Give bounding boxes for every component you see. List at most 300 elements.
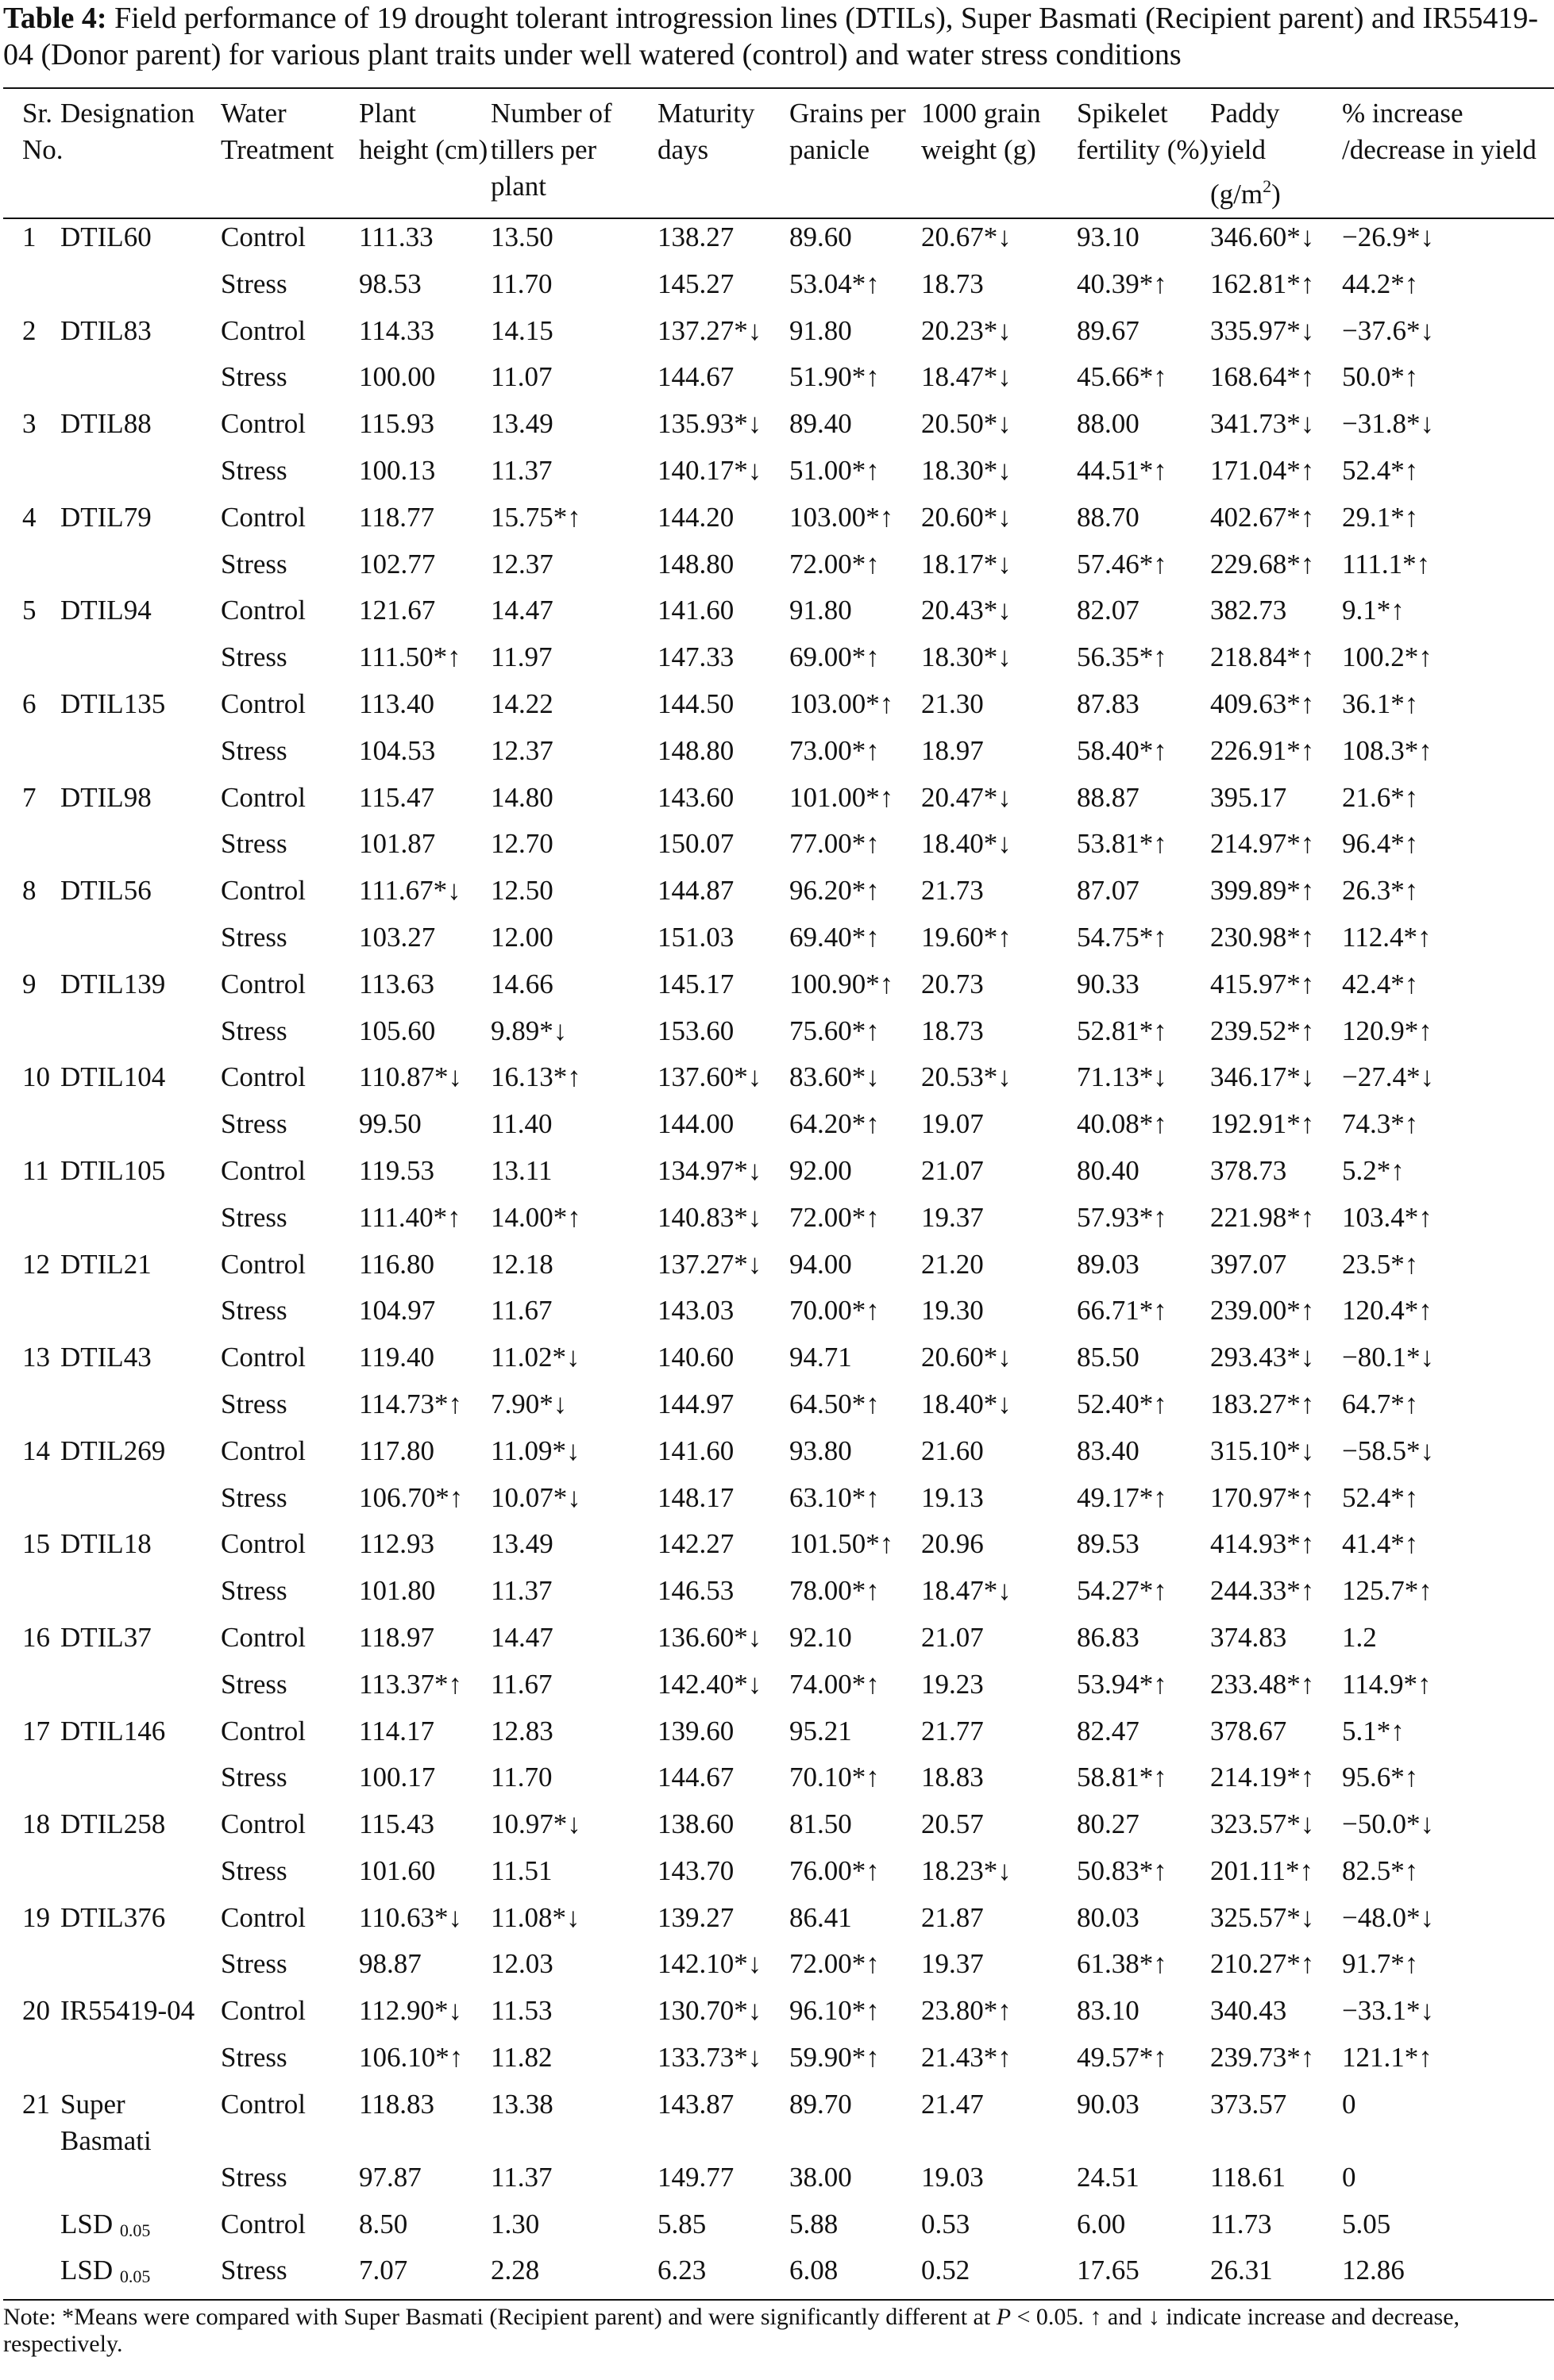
cell-grain-weight: 19.07 — [921, 1108, 984, 1140]
cell-yield-change: 0 — [1342, 2088, 1356, 2120]
cell-sr-no — [3, 266, 60, 313]
cell-grain-weight: 18.83 — [921, 1762, 984, 1793]
cell-yield-change: 5.2*↑ — [1342, 1154, 1405, 1186]
cell-maturity-days: 137.60*↓ — [657, 1061, 762, 1093]
cell-grain-weight: 20.60*↓ — [921, 1342, 1012, 1373]
cell-tillers: 11.37 — [491, 454, 553, 486]
cell-sr-no — [3, 639, 60, 686]
table-row — [3, 1713, 1554, 1760]
cell-tillers: 14.80 — [491, 781, 553, 813]
cell-water-treatment: Stress — [221, 1108, 287, 1140]
cell-yield-change: −48.0*↓ — [1342, 1901, 1434, 1933]
cell-maturity-days: 139.60 — [657, 1715, 735, 1746]
table-row — [3, 546, 1554, 593]
cell-yield-change: 96.4*↑ — [1342, 828, 1419, 860]
cell-plant-height: 110.63*↓ — [359, 1901, 462, 1933]
cell-designation — [60, 733, 221, 780]
cell-spikelet-fertility: 45.66*↑ — [1077, 361, 1167, 393]
cell-grain-weight: 19.37 — [921, 1201, 984, 1233]
cell-sr-no: 5 — [22, 595, 37, 626]
cell-tillers: 11.40 — [491, 1108, 553, 1140]
cell-yield-change: 114.9*↑ — [1342, 1668, 1432, 1700]
cell-spikelet-fertility: 89.53 — [1077, 1528, 1139, 1560]
cell-yield-change: 29.1*↑ — [1342, 501, 1419, 533]
cell-grain-weight: 20.73 — [921, 968, 984, 999]
cell-sr-no — [3, 1946, 60, 1993]
cell-sr-no — [3, 1013, 60, 1060]
cell-water-treatment: Stress — [221, 1015, 287, 1046]
cell-water-treatment: Stress — [221, 1948, 287, 1980]
cell-maturity-days: 148.80 — [657, 734, 735, 766]
cell-water-treatment: Control — [221, 1995, 306, 2027]
cell-spikelet-fertility: 88.70 — [1077, 501, 1139, 533]
cell-spikelet-fertility: 89.03 — [1077, 1248, 1139, 1280]
cell-spikelet-fertility: 89.67 — [1077, 314, 1139, 346]
cell-grains-per-panicle: 100.90*↑ — [789, 968, 894, 999]
cell-spikelet-fertility: 90.03 — [1077, 2088, 1139, 2120]
cell-grains-per-panicle: 64.20*↑ — [789, 1108, 880, 1140]
cell-paddy-yield: 378.67 — [1210, 1715, 1287, 1746]
lsd-subscript: 0.05 — [119, 2220, 151, 2240]
cell-water-treatment: Stress — [221, 1388, 287, 1419]
cell-spikelet-fertility: 82.47 — [1077, 1715, 1139, 1746]
cell-plant-height: 112.93 — [359, 1528, 434, 1560]
cell-plant-height: 106.70*↑ — [359, 1481, 464, 1513]
col-header-spikelet-fertility: Spikelet fertility (%) — [1077, 88, 1210, 218]
cell-grains-per-panicle: 83.60*↓ — [789, 1061, 880, 1093]
cell-designation — [60, 453, 221, 499]
cell-grain-weight: 18.30*↓ — [921, 641, 1012, 673]
cell-sr-no: 20 — [22, 1995, 50, 2027]
cell-yield-change: 0 — [1342, 2161, 1356, 2193]
cell-spikelet-fertility: 93.10 — [1077, 221, 1139, 252]
cell-tillers: 13.49 — [491, 408, 553, 440]
cell-grains-per-panicle: 51.00*↑ — [789, 454, 880, 486]
table-row — [3, 733, 1554, 780]
cell-yield-change: 95.6*↑ — [1342, 1762, 1419, 1793]
cell-water-treatment: Control — [221, 2208, 306, 2239]
cell-maturity-days: 140.60 — [657, 1342, 735, 1373]
cell-plant-height: 100.17 — [359, 1762, 436, 1793]
col-header-designation: Designation — [60, 88, 221, 218]
cell-sr-no — [3, 2252, 60, 2300]
cell-sr-no: 7 — [22, 781, 37, 813]
cell-water-treatment: Control — [221, 875, 306, 907]
table-row — [3, 499, 1554, 546]
cell-plant-height: 111.40*↑ — [359, 1201, 461, 1233]
cell-paddy-yield: 402.67*↑ — [1210, 501, 1315, 533]
cell-tillers: 11.08*↓ — [491, 1901, 580, 1933]
cell-sr-no — [3, 733, 60, 780]
cell-yield-change: −37.6*↓ — [1342, 314, 1434, 346]
cell-designation — [60, 546, 221, 593]
cell-paddy-yield: 244.33*↑ — [1210, 1575, 1315, 1607]
cell-water-treatment: Control — [221, 1621, 306, 1653]
col-header-tillers: Number of tillers per plant — [491, 88, 657, 218]
cell-water-treatment: Control — [221, 1528, 306, 1560]
cell-grain-weight: 18.23*↓ — [921, 1854, 1012, 1886]
cell-maturity-days: 130.70*↓ — [657, 1995, 762, 2027]
cell-grain-weight: 21.77 — [921, 1715, 984, 1746]
cell-spikelet-fertility: 90.33 — [1077, 968, 1139, 999]
cell-paddy-yield: 325.57*↓ — [1210, 1901, 1315, 1933]
cell-yield-change: 111.1*↑ — [1342, 548, 1431, 580]
cell-spikelet-fertility: 52.81*↑ — [1077, 1015, 1167, 1046]
cell-sr-no — [3, 546, 60, 593]
cell-grain-weight: 21.47 — [921, 2088, 984, 2120]
cell-water-treatment: Stress — [221, 1854, 287, 1886]
cell-yield-change: 125.7*↑ — [1342, 1575, 1433, 1607]
cell-maturity-days: 148.17 — [657, 1481, 735, 1513]
cell-plant-height: 118.97 — [359, 1621, 434, 1653]
cell-plant-height: 104.53 — [359, 734, 436, 766]
cell-grains-per-panicle: 103.00*↑ — [789, 687, 894, 719]
cell-yield-change: −50.0*↓ — [1342, 1808, 1434, 1840]
cell-sr-no: 12 — [22, 1248, 50, 1280]
table-row — [3, 1153, 1554, 1200]
cell-tillers: 2.28 — [491, 2252, 657, 2300]
col-header-paddy-yield — [1210, 88, 1342, 218]
table-row — [3, 1059, 1554, 1106]
cell-designation: DTIL94 — [60, 595, 152, 626]
cell-sr-no: 21 — [22, 2088, 50, 2120]
cell-spikelet-fertility: 50.83*↑ — [1077, 1854, 1167, 1886]
cell-tillers: 12.18 — [491, 1248, 553, 1280]
cell-water-treatment: Stress — [221, 548, 287, 580]
cell-spikelet-fertility: 80.03 — [1077, 1901, 1139, 1933]
cell-paddy-yield: 373.57 — [1210, 2088, 1287, 2120]
cell-paddy-yield: 162.81*↑ — [1210, 268, 1315, 299]
cell-paddy-yield: 229.68*↑ — [1210, 548, 1315, 580]
col-header-sr-no: Sr. No. — [3, 88, 60, 218]
cell-designation: DTIL146 — [60, 1715, 166, 1746]
cell-water-treatment: Control — [221, 968, 306, 999]
cell-yield-change: 112.4*↑ — [1342, 921, 1432, 953]
lsd-subscript: 0.05 — [119, 2266, 151, 2287]
paddy-yield-label: Paddy yield (g/m — [1210, 98, 1280, 210]
cell-designation — [60, 1292, 221, 1339]
cell-grains-per-panicle: 103.00*↑ — [789, 501, 894, 533]
cell-spikelet-fertility: 83.10 — [1077, 1995, 1139, 2027]
cell-designation: Super Basmati — [60, 2088, 152, 2156]
cell-sr-no: 2 — [22, 314, 37, 346]
cell-water-treatment: Stress — [221, 454, 287, 486]
cell-spikelet-fertility: 87.07 — [1077, 875, 1139, 907]
cell-designation — [60, 1573, 221, 1619]
col-header-water-treatment: Water Treatment — [221, 88, 359, 218]
cell-tillers: 14.66 — [491, 968, 553, 999]
cell-plant-height: 118.83 — [359, 2088, 434, 2120]
cell-maturity-days: 135.93*↓ — [657, 408, 762, 440]
cell-tillers: 7.90*↓ — [491, 1388, 568, 1419]
cell-sr-no — [3, 919, 60, 966]
cell-sr-no — [3, 1666, 60, 1713]
cell-paddy-yield: 397.07 — [1210, 1248, 1287, 1280]
cell-water-treatment: Stress — [221, 1295, 287, 1327]
cell-paddy-yield: 230.98*↑ — [1210, 921, 1315, 953]
cell-grain-weight: 20.60*↓ — [921, 501, 1012, 533]
cell-designation: DTIL18 — [60, 1528, 152, 1560]
cell-water-treatment: Control — [221, 1342, 306, 1373]
cell-grains-per-panicle: 64.50*↑ — [789, 1388, 880, 1419]
table-row — [3, 313, 1554, 360]
cell-grain-weight: 20.67*↓ — [921, 221, 1012, 252]
cell-lsd-label — [60, 2252, 221, 2300]
cell-paddy-yield: 170.97*↑ — [1210, 1481, 1315, 1513]
cell-plant-height: 111.33 — [359, 221, 434, 252]
cell-grain-weight: 0.53 — [921, 2208, 970, 2239]
cell-grain-weight: 21.87 — [921, 1901, 984, 1933]
cell-water-treatment: Stress — [221, 2161, 287, 2193]
cell-maturity-days: 144.20 — [657, 501, 735, 533]
cell-water-treatment: Stress — [221, 2252, 359, 2300]
cell-water-treatment: Control — [221, 1808, 306, 1840]
cell-paddy-yield: 214.97*↑ — [1210, 828, 1315, 860]
cell-spikelet-fertility: 85.50 — [1077, 1342, 1139, 1373]
cell-maturity-days: 144.67 — [657, 1762, 735, 1793]
cell-water-treatment: Stress — [221, 1668, 287, 1700]
cell-water-treatment: Stress — [221, 1481, 287, 1513]
cell-plant-height: 118.77 — [359, 501, 434, 533]
cell-paddy-yield: 118.61 — [1210, 2161, 1286, 2193]
cell-water-treatment: Control — [221, 687, 306, 719]
cell-grains-per-panicle: 94.71 — [789, 1342, 852, 1373]
table-row — [3, 453, 1554, 499]
cell-paddy-yield: 315.10*↓ — [1210, 1435, 1315, 1466]
cell-sr-no: 16 — [22, 1621, 50, 1653]
table-row — [3, 359, 1554, 406]
cell-sr-no: 4 — [22, 501, 37, 533]
cell-plant-height: 104.97 — [359, 1295, 436, 1327]
cell-yield-change: 64.7*↑ — [1342, 1388, 1419, 1419]
table-row — [3, 1292, 1554, 1339]
cell-maturity-days: 144.97 — [657, 1388, 735, 1419]
cell-spikelet-fertility: 17.65 — [1077, 2252, 1210, 2300]
cell-water-treatment: Stress — [221, 1575, 287, 1607]
table-row — [3, 1433, 1554, 1480]
cell-yield-change: −26.9*↓ — [1342, 221, 1434, 252]
cell-water-treatment: Control — [221, 221, 306, 252]
cell-tillers: 11.51 — [491, 1854, 553, 1886]
cell-maturity-days: 6.23 — [657, 2252, 789, 2300]
cell-grain-weight: 21.20 — [921, 1248, 984, 1280]
cell-tillers: 13.11 — [491, 1154, 553, 1186]
cell-grains-per-panicle: 78.00*↑ — [789, 1575, 880, 1607]
cell-sr-no — [3, 2039, 60, 2086]
cell-sr-no: 15 — [22, 1528, 50, 1560]
cell-spikelet-fertility: 6.00 — [1077, 2208, 1126, 2239]
cell-paddy-yield: 399.89*↑ — [1210, 875, 1315, 907]
col-header-maturity-days: Maturity days — [657, 88, 789, 218]
paddy-yield-close: ) — [1271, 179, 1281, 210]
table-row — [3, 2159, 1554, 2206]
cell-sr-no: 17 — [22, 1715, 50, 1746]
field-performance-table — [3, 87, 1554, 2301]
cell-tillers: 11.67 — [491, 1668, 553, 1700]
cell-paddy-yield: 409.63*↑ — [1210, 687, 1315, 719]
cell-tillers: 14.47 — [491, 595, 553, 626]
cell-spikelet-fertility: 54.75*↑ — [1077, 921, 1167, 953]
cell-tillers: 14.15 — [491, 314, 553, 346]
cell-grain-weight: 20.96 — [921, 1528, 984, 1560]
cell-tillers: 12.00 — [491, 921, 553, 953]
cell-paddy-yield: 239.00*↑ — [1210, 1295, 1315, 1327]
cell-maturity-days: 148.80 — [657, 548, 735, 580]
cell-plant-height: 98.53 — [359, 268, 422, 299]
cell-spikelet-fertility: 66.71*↑ — [1077, 1295, 1167, 1327]
cell-sr-no — [3, 359, 60, 406]
cell-plant-height: 114.33 — [359, 314, 434, 346]
cell-grain-weight: 18.30*↓ — [921, 454, 1012, 486]
cell-plant-height: 100.00 — [359, 361, 436, 393]
cell-paddy-yield: 378.73 — [1210, 1154, 1287, 1186]
cell-designation: DTIL105 — [60, 1154, 166, 1186]
cell-grains-per-panicle: 6.08 — [789, 2252, 921, 2300]
table-row — [3, 966, 1554, 1013]
cell-designation: DTIL258 — [60, 1808, 166, 1840]
cell-spikelet-fertility: 61.38*↑ — [1077, 1948, 1167, 1980]
cell-grain-weight: 19.23 — [921, 1668, 984, 1700]
cell-grains-per-panicle: 101.00*↑ — [789, 781, 894, 813]
cell-paddy-yield: 201.11*↑ — [1210, 1854, 1313, 1886]
cell-designation — [60, 1480, 221, 1527]
cell-paddy-yield: 171.04*↑ — [1210, 454, 1315, 486]
cell-designation — [60, 826, 221, 872]
cell-spikelet-fertility: 49.57*↑ — [1077, 2042, 1167, 2074]
cell-tillers: 11.70 — [491, 1762, 553, 1793]
col-header-grain-weight: 1000 grain weight (g) — [921, 88, 1077, 218]
cell-grain-weight: 19.37 — [921, 1948, 984, 1980]
table-row — [3, 1853, 1554, 1900]
cell-tillers: 16.13*↑ — [491, 1061, 581, 1093]
cell-tillers: 9.89*↓ — [491, 1015, 568, 1046]
cell-yield-change: 82.5*↑ — [1342, 1854, 1419, 1886]
cell-plant-height: 98.87 — [359, 1948, 422, 1980]
cell-water-treatment: Control — [221, 1248, 306, 1280]
cell-sr-no — [3, 1480, 60, 1527]
table-row — [3, 1200, 1554, 1246]
cell-yield-change: −33.1*↓ — [1342, 1995, 1434, 2027]
table-row — [3, 639, 1554, 686]
cell-grain-weight: 19.60*↑ — [921, 921, 1012, 953]
cell-water-treatment: Stress — [221, 734, 287, 766]
cell-plant-height: 111.67*↓ — [359, 875, 461, 907]
cell-paddy-yield: 26.31 — [1210, 2252, 1342, 2300]
cell-tillers: 13.49 — [491, 1528, 553, 1560]
cell-water-treatment: Control — [221, 1435, 306, 1466]
cell-plant-height: 115.47 — [359, 781, 434, 813]
col-header-yield-change: % increase /decrease in yield — [1342, 88, 1554, 218]
cell-grains-per-panicle: 92.10 — [789, 1621, 852, 1653]
cell-paddy-yield: 183.27*↑ — [1210, 1388, 1315, 1419]
table-row — [3, 1946, 1554, 1993]
cell-plant-height: 121.67 — [359, 595, 436, 626]
cell-yield-change: 74.3*↑ — [1342, 1108, 1419, 1140]
cell-designation: DTIL135 — [60, 687, 166, 719]
table-row — [3, 1106, 1554, 1153]
cell-tillers: 11.37 — [491, 1575, 553, 1607]
cell-designation — [60, 1759, 221, 1806]
cell-tillers: 1.30 — [491, 2208, 540, 2239]
cell-plant-height: 99.50 — [359, 1108, 422, 1140]
cell-water-treatment: Stress — [221, 828, 287, 860]
cell-plant-height: 106.10*↑ — [359, 2042, 464, 2074]
table-row — [3, 826, 1554, 872]
cell-paddy-yield: 239.52*↑ — [1210, 1015, 1315, 1046]
cell-grain-weight: 19.13 — [921, 1481, 984, 1513]
cell-designation — [60, 359, 221, 406]
cell-maturity-days: 140.17*↓ — [657, 454, 762, 486]
cell-sr-no — [3, 1200, 60, 1246]
lsd-label: LSD — [60, 2255, 114, 2286]
cell-water-treatment: Control — [221, 2088, 306, 2120]
cell-sr-no: 8 — [22, 875, 37, 907]
cell-spikelet-fertility: 57.93*↑ — [1077, 1201, 1167, 1233]
cell-tillers: 14.00*↑ — [491, 1201, 581, 1233]
cell-yield-change: 9.1*↑ — [1342, 595, 1405, 626]
cell-water-treatment: Stress — [221, 268, 287, 299]
cell-grains-per-panicle: 59.90*↑ — [789, 2042, 880, 2074]
table-row — [3, 406, 1554, 453]
cell-designation — [60, 2159, 221, 2206]
cell-grain-weight: 18.73 — [921, 268, 984, 299]
cell-tillers: 12.37 — [491, 734, 553, 766]
cell-paddy-yield: 346.17*↓ — [1210, 1061, 1315, 1093]
cell-paddy-yield: 218.84*↑ — [1210, 641, 1315, 673]
cell-maturity-days: 145.17 — [657, 968, 735, 999]
cell-designation: DTIL83 — [60, 314, 152, 346]
cell-spikelet-fertility: 83.40 — [1077, 1435, 1139, 1466]
cell-paddy-yield: 168.64*↑ — [1210, 361, 1315, 393]
cell-tillers: 15.75*↑ — [491, 501, 581, 533]
cell-grain-weight: 21.60 — [921, 1435, 984, 1466]
cell-yield-change: 108.3*↑ — [1342, 734, 1433, 766]
cell-maturity-days: 151.03 — [657, 921, 735, 953]
lsd-row — [3, 2252, 1554, 2300]
cell-sr-no: 1 — [22, 221, 37, 252]
cell-maturity-days: 146.53 — [657, 1575, 735, 1607]
table-row — [3, 686, 1554, 733]
cell-tillers: 10.97*↓ — [491, 1808, 581, 1840]
cell-grains-per-panicle: 70.10*↑ — [789, 1762, 880, 1793]
cell-water-treatment: Stress — [221, 1762, 287, 1793]
col-header-plant-height: Plant height (cm) — [359, 88, 491, 218]
cell-spikelet-fertility: 54.27*↑ — [1077, 1575, 1167, 1607]
cell-plant-height: 114.17 — [359, 1715, 434, 1746]
cell-water-treatment: Stress — [221, 1201, 287, 1233]
cell-grains-per-panicle: 96.20*↑ — [789, 875, 880, 907]
cell-designation: DTIL98 — [60, 781, 152, 813]
note-text-b: < 0.05. ↑ and ↓ indicate increase and decrease, respectively. — [3, 2304, 1460, 2358]
cell-grains-per-panicle: 70.00*↑ — [789, 1295, 880, 1327]
cell-spikelet-fertility: 87.83 — [1077, 687, 1139, 719]
cell-maturity-days: 142.27 — [657, 1528, 735, 1560]
cell-grains-per-panicle: 51.90*↑ — [789, 361, 880, 393]
cell-paddy-yield: 414.93*↑ — [1210, 1528, 1315, 1560]
cell-spikelet-fertility: 88.87 — [1077, 781, 1139, 813]
table-row — [3, 1386, 1554, 1433]
cell-maturity-days: 140.83*↓ — [657, 1201, 762, 1233]
cell-grain-weight: 20.47*↓ — [921, 781, 1012, 813]
cell-grains-per-panicle: 5.88 — [789, 2208, 839, 2239]
cell-maturity-days: 137.27*↓ — [657, 314, 762, 346]
cell-spikelet-fertility: 24.51 — [1077, 2161, 1139, 2193]
cell-plant-height: 101.87 — [359, 828, 436, 860]
col-header-grains-per-panicle: Grains per panicle — [789, 88, 921, 218]
cell-plant-height: 112.90*↓ — [359, 1995, 462, 2027]
cell-plant-height: 116.80 — [359, 1248, 434, 1280]
cell-designation: DTIL37 — [60, 1621, 152, 1653]
